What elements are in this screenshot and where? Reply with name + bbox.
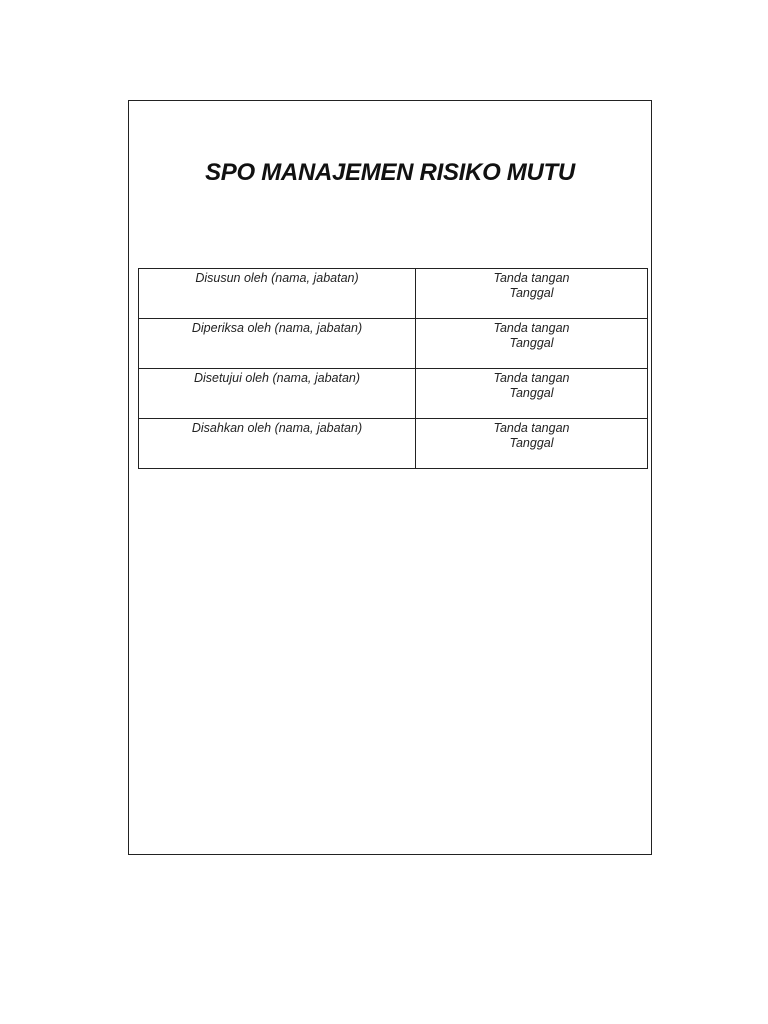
signature-cell bbox=[416, 269, 648, 319]
signature-cell bbox=[416, 369, 648, 419]
date-label: Tanggal bbox=[509, 336, 554, 350]
signature-label: Tanda tangan bbox=[493, 421, 570, 435]
signature-label: Tanda tangan bbox=[493, 271, 570, 285]
table-row bbox=[139, 369, 648, 419]
approval-table bbox=[138, 268, 648, 469]
document-title: SPO MANAJEMEN RISIKO MUTU bbox=[205, 159, 575, 186]
role-label: Disetujui oleh (nama, jabatan) bbox=[193, 371, 361, 385]
signature-cell bbox=[416, 419, 648, 469]
role-cell bbox=[139, 319, 416, 369]
role-label: Disusun oleh (nama, jabatan) bbox=[195, 271, 359, 285]
table-row bbox=[139, 319, 648, 369]
document-page bbox=[128, 100, 652, 855]
role-cell bbox=[139, 419, 416, 469]
signature-label: Tanda tangan bbox=[493, 321, 570, 335]
date-label: Tanggal bbox=[509, 386, 554, 400]
role-label: Disahkan oleh (nama, jabatan) bbox=[191, 421, 363, 435]
table-row bbox=[139, 419, 648, 469]
signature-cell bbox=[416, 319, 648, 369]
signature-label: Tanda tangan bbox=[493, 371, 570, 385]
date-label: Tanggal bbox=[509, 286, 554, 300]
role-cell bbox=[139, 269, 416, 319]
date-label: Tanggal bbox=[509, 436, 554, 450]
role-label: Diperiksa oleh (nama, jabatan) bbox=[191, 321, 363, 335]
role-cell bbox=[139, 369, 416, 419]
table-row bbox=[139, 269, 648, 319]
